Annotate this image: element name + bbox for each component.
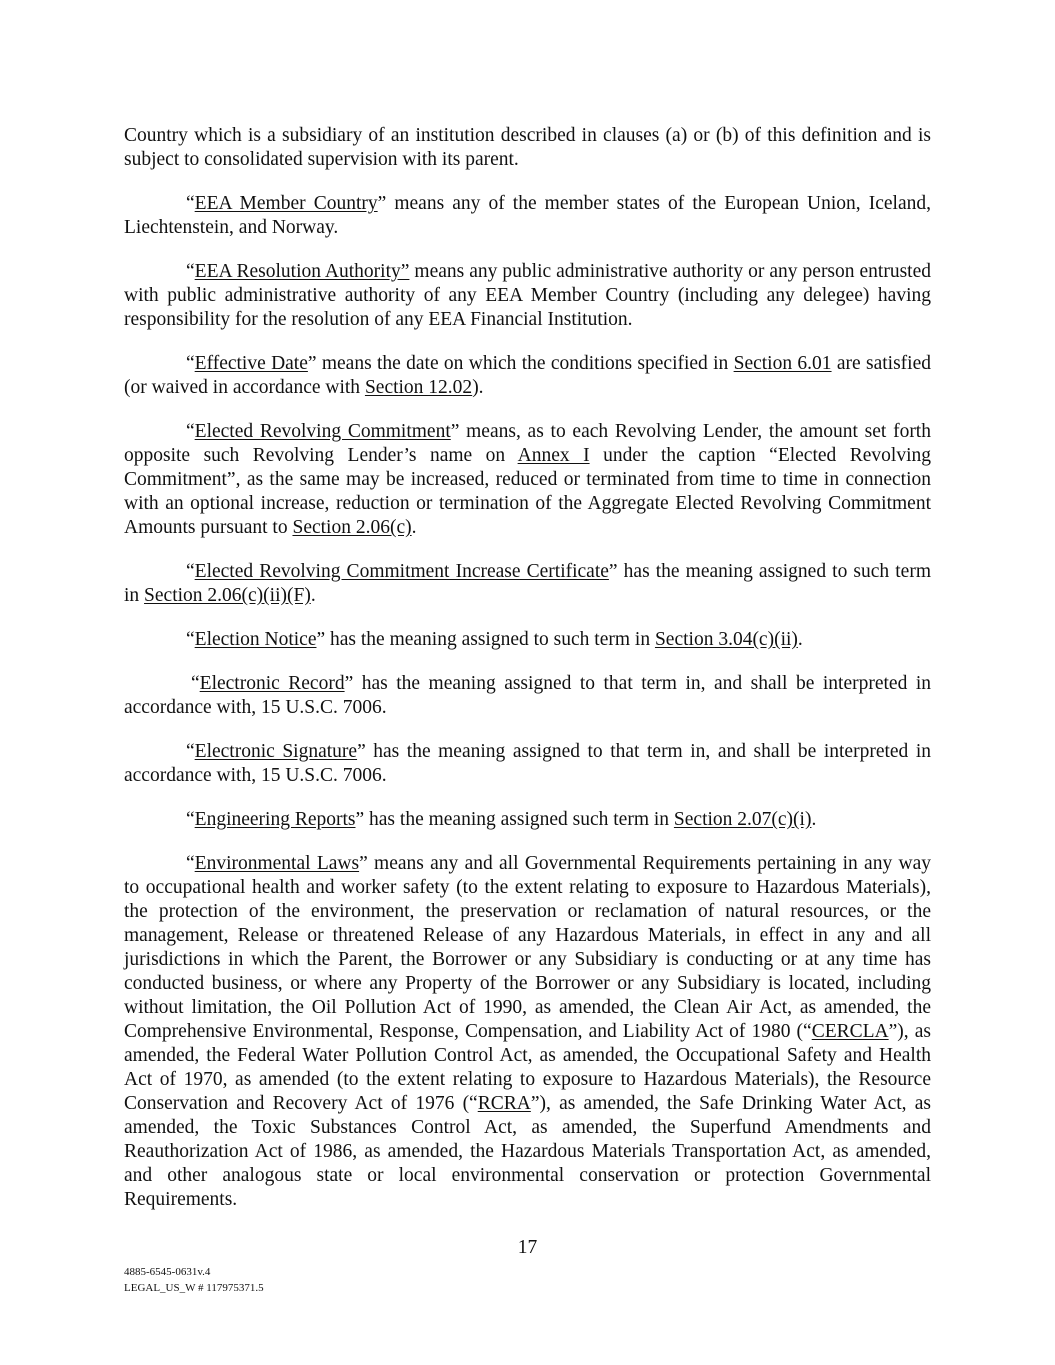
paragraph-text: ”), as amended, the Federal Water Pollution Control Act, as amended, the Occupational Safety and Health Act of 1970, as amended (to the extent relating to exposure to Hazardous Materials), the Resource Conservation and Recovery Act of 1976 (“	[124, 1021, 931, 1114]
document-body	[124, 124, 931, 1232]
paragraph-text: “	[186, 853, 195, 874]
paragraph-text: “	[186, 261, 195, 282]
paragraph-text: .	[797, 629, 803, 650]
paragraph-text: .	[411, 517, 417, 538]
paragraph-text: ” means, as to each Revolving Lender, the amount set forth opposite such Revolving Lender’s name on	[124, 421, 931, 466]
underlined-term: Section 2.06(c)	[292, 517, 412, 538]
paragraph-text: Country which is a subsidiary of an institution described in clauses (a) or (b) of this definition and is subject to consolidated supervision with its parent.	[124, 125, 931, 170]
paragraph-text: “	[191, 673, 200, 694]
underlined-term: RCRA	[477, 1093, 531, 1114]
paragraph-text: “	[186, 561, 195, 582]
paragraph-text: “	[186, 809, 195, 830]
paragraph-text: ” means the date on which the conditions specified in	[307, 353, 734, 374]
paragraph-text: ” has the meaning assigned to that term in, and shall be interpreted in accordance with, 15 U.S.C. 7006.	[124, 673, 931, 718]
paragraph-text: means any public administrative authority or any person entrusted with public administrative authority of any EEA Member Country (including any delegee) having responsibility for the resolution of any EEA Financial Institution.	[124, 261, 932, 330]
definition-electronic-signature	[124, 740, 931, 788]
definition-election-notice	[124, 628, 931, 652]
underlined-term: Section 3.04(c)(ii)	[654, 629, 798, 650]
paragraph-text: ” means any of the member states of the European Union, Iceland, Liechtenstein, and Norway.	[124, 193, 931, 238]
underlined-term: EEA Member Country	[194, 193, 378, 214]
paragraph-continuation	[124, 124, 931, 172]
paragraph-text: “	[186, 741, 195, 762]
definition-environmental-laws	[124, 852, 931, 1212]
paragraph-text: “	[186, 421, 195, 442]
underlined-term: Electronic Record	[199, 673, 345, 694]
paragraph-text: are satisfied (or waived in accordance with	[124, 353, 931, 398]
underlined-term: Elected Revolving Commitment	[194, 421, 451, 442]
paragraph-text: ” has the meaning assigned to such term in	[316, 629, 655, 650]
definition-electronic-record	[124, 672, 931, 720]
paragraph-text: ” means any and all Governmental Requirements pertaining in any way to occupational health and worker safety (to the extent relating to exposure to Hazardous Materials), the protection of the environment, the preservation or reclamation of natural resources, or the management, Release or threatened Release of any Hazardous Materials, in effect in any and all jurisdictions in which the Parent, the Borrower or any Subsidiary is conducting or at any time has conducted business, or where any Property of the Borrower or any Subsidiary is located, including without limitation, the Oil Pollution Act of 1990, as amended, the Clean Air Act, as amended, the Comprehensive Environmental, Response, Compensation, and Liability Act of 1980 (“	[124, 853, 931, 1042]
document-footer	[124, 1264, 264, 1296]
paragraph-text: “	[186, 353, 195, 374]
paragraph-text: under the caption “Elected Revolving Commitment”, as the same may be increased, reduced or terminated from time to time in connection with an optional increase, reduction or termination of the Aggregate Elected Revolving Commitment Amounts pursuant to	[124, 445, 932, 538]
definition-engineering-reports	[124, 808, 931, 832]
underlined-term: Environmental Laws	[194, 853, 360, 874]
definition-eea-member-country	[124, 192, 931, 240]
paragraph-text: .	[310, 585, 316, 606]
definition-elected-revolving-commitment-increase-certificate	[124, 560, 931, 608]
paragraph-text: ” has the meaning assigned such term in	[355, 809, 674, 830]
underlined-term: Engineering Reports	[194, 809, 356, 830]
definition-elected-revolving-commitment	[124, 420, 931, 540]
paragraph-text: “	[186, 629, 195, 650]
paragraph-text: ).	[472, 377, 484, 398]
paragraph-text: ” has the meaning assigned to such term in	[124, 561, 931, 606]
paragraph-text: ”), as amended, the Safe Drinking Water Act, as amended, the Toxic Substances Control Act, as amended, the Superfund Amendments and Reauthorization Act of 1986, as amended, the Hazardous Materials Transportation Act, as amended, and other analogous state or local environmental conservation or protection Governmental Requirements.	[124, 1093, 931, 1210]
underlined-term: Section 2.07(c)(i)	[673, 809, 812, 830]
underlined-term: Section 6.01	[733, 353, 832, 374]
definition-effective-date	[124, 352, 931, 400]
underlined-term: Electronic Signature	[194, 741, 358, 762]
footer-legal-id: LEGAL_US_W # 117975371.5	[124, 1282, 264, 1294]
underlined-term: CERCLA	[811, 1021, 889, 1042]
underlined-term: Election Notice	[194, 629, 317, 650]
paragraph-text: ” has the meaning assigned to that term in, and shall be interpreted in accordance with, 15 U.S.C. 7006.	[124, 741, 931, 786]
page-number: 17	[517, 1237, 538, 1258]
underlined-term: Section 2.06(c)(ii)(F)	[144, 585, 311, 606]
paragraph-text: .	[811, 809, 817, 830]
underlined-term: Effective Date	[194, 353, 308, 374]
underlined-term: Section 12.02	[364, 377, 473, 398]
underlined-term: EEA Resolution Authority”	[194, 261, 410, 282]
definition-eea-resolution-authority	[124, 260, 931, 332]
underlined-term: Annex I	[517, 445, 590, 466]
paragraph-text: “	[186, 193, 195, 214]
underlined-term: Elected Revolving Commitment Increase Certificate	[194, 561, 609, 582]
footer-doc-id: 4885-6545-0631v.4	[124, 1266, 211, 1278]
